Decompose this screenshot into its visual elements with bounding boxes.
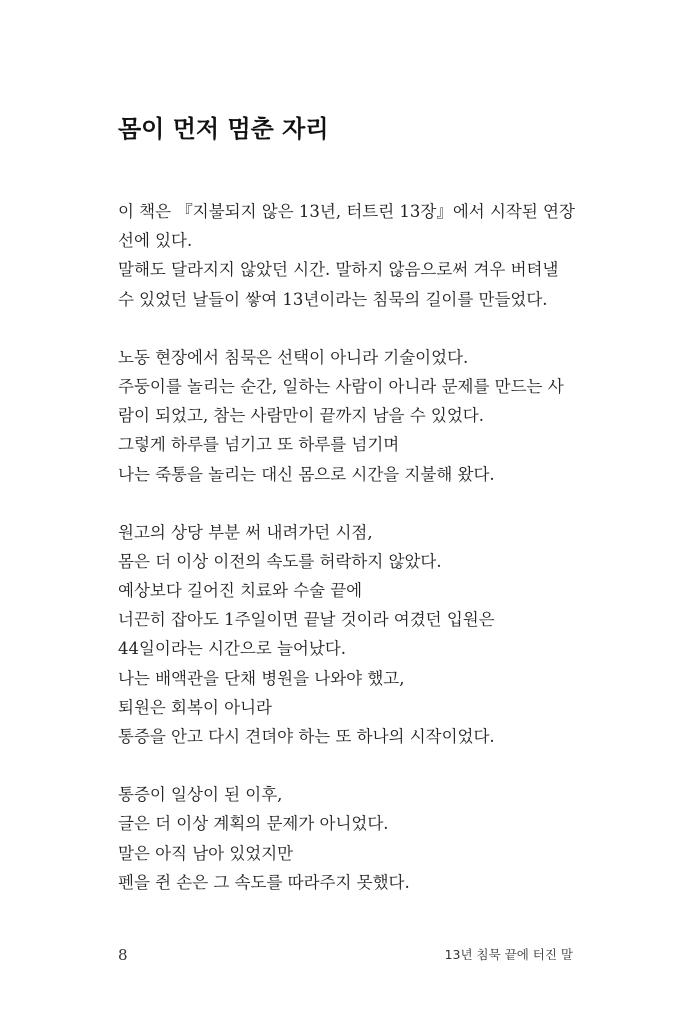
text-line: 통증이 일상이 된 이후, <box>118 785 283 805</box>
paragraph <box>118 197 573 314</box>
text-line: 나는 배액관을 단채 병원을 나와야 했고, <box>118 668 405 688</box>
text-line: 퇴원은 회복이 아니라 <box>118 697 272 717</box>
text-line: 원고의 상당 부분 써 내려가던 시점, <box>118 522 373 542</box>
text-line: 통증을 안고 다시 견뎌야 하는 또 하나의 시작이었다. <box>118 727 495 746</box>
text-line: 몸은 더 이상 이전의 속도를 허락하지 않았다. <box>118 551 442 571</box>
text-line: 주둥이를 놀리는 순간, 일하는 사람이 아니라 문제를 만드는 사 <box>118 376 564 396</box>
text-line: 펜을 쥔 손은 그 속도를 따라주지 못했다. <box>118 872 410 892</box>
text-line: 글은 더 이상 계획의 문제가 아니었다. <box>118 814 389 834</box>
text-line: 이 책은 『지불되지 않은 13년, 터트린 13장』에서 시작된 연장 <box>118 202 575 221</box>
chapter-title: 몸이 먼저 멈춘 자리 <box>118 115 329 143</box>
paragraph <box>118 780 573 897</box>
running-title: 13년 침묵 끝에 터진 말 <box>444 947 573 962</box>
text-line: 수 있었던 날들이 쌓여 13년이라는 침묵의 길이를 만들었다. <box>118 289 548 309</box>
paragraph <box>118 518 573 752</box>
text-line: 선에 있다. <box>118 231 193 251</box>
text-line: 말은 아직 남아 있었지만 <box>118 843 294 863</box>
text-line: 예상보다 길어진 치료와 수술 끝에 <box>118 581 363 601</box>
body-text <box>118 197 573 926</box>
text-line: 그렇게 하루를 넘기고 또 하루를 넘기며 <box>118 435 400 455</box>
text-line: 44일이라는 시간으로 늘어났다. <box>118 639 346 659</box>
text-line: 람이 되었고, 참는 사람만이 끝까지 남을 수 있었다. <box>118 406 484 426</box>
text-line: 노동 현장에서 침묵은 선택이 아니라 기술이었다. <box>118 347 469 367</box>
page-number: 8 <box>118 946 128 964</box>
paragraph <box>118 343 573 489</box>
text-line: 말해도 달라지지 않았던 시간. 말하지 않음으로써 겨우 버텨낼 <box>118 260 559 280</box>
text-line: 너끈히 잡아도 1주일이면 끝날 것이라 여겼던 입원은 <box>118 610 495 630</box>
page-footer <box>118 944 573 966</box>
text-line: 나는 죽통을 놀리는 대신 몸으로 시간을 지불해 왔다. <box>118 464 495 484</box>
